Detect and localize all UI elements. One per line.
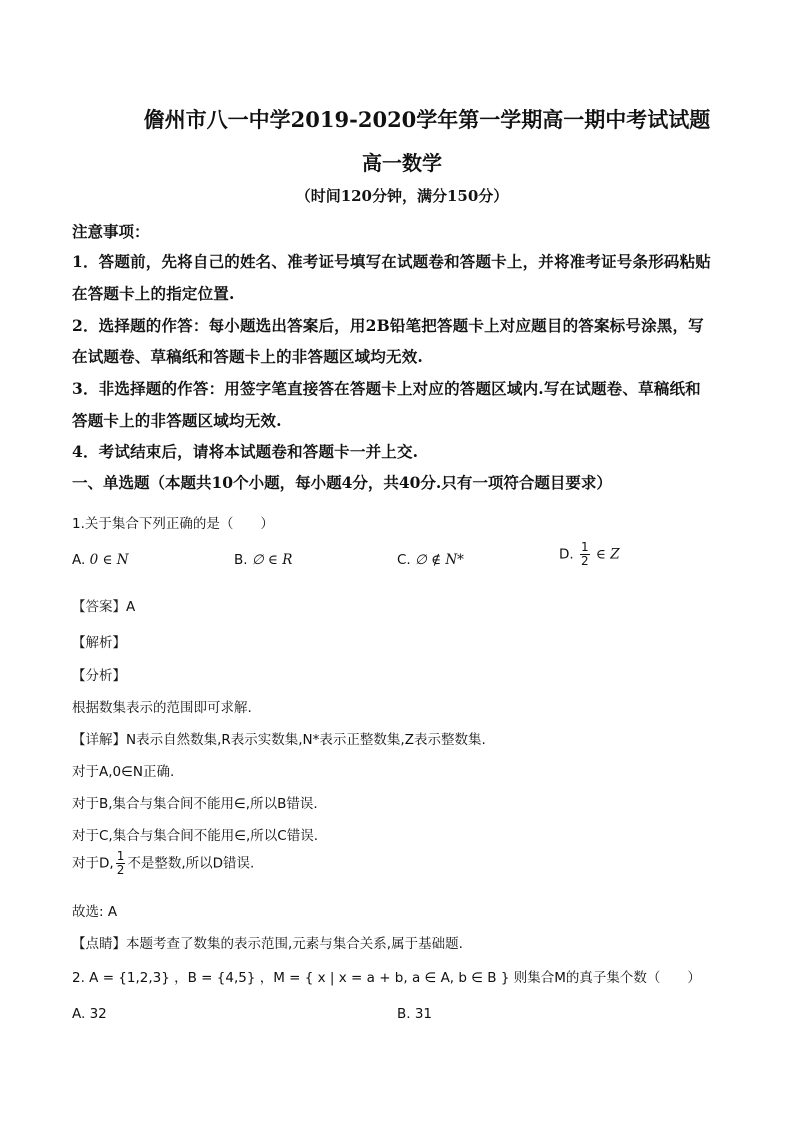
detail-d-post: 不是整数,所以D错误. <box>127 855 255 872</box>
option-c-math: ∅ ∉ N* <box>415 552 464 568</box>
option-d-fraction <box>580 541 590 568</box>
note-line: 4．考试结束后，请将本试题卷和答题卡一并上交. <box>72 442 419 461</box>
option-d-label: D. <box>559 546 574 563</box>
answer-line <box>72 595 135 615</box>
note-line: 答题卡上的非答题区域均无效. <box>72 411 282 430</box>
detail-d-fraction <box>116 850 126 877</box>
option-d <box>559 541 620 568</box>
option-b-label: B. <box>234 552 248 568</box>
dianjing-text: 本题考查了数集的表示范围,元素与集合关系,属于基础题. <box>126 936 463 952</box>
section-heading: 一、单选题（本题共10个小题，每小题4分，共40分.只有一项符合题目要求） <box>72 473 612 492</box>
detail-tag: 【详解】 <box>72 732 126 748</box>
dianjing-tag: 【点睛】 <box>72 936 126 952</box>
time-info: （时间120分钟，满分150分） <box>295 187 509 205</box>
option-d-math: ∈ Z <box>595 546 620 563</box>
detail-a: 对于A,0∈N正确. <box>72 764 175 780</box>
option-b <box>234 552 292 568</box>
fraction-denominator: 2 <box>580 554 589 568</box>
fraction-numerator: 1 <box>580 540 589 554</box>
note-line: 3．非选择题的作答：用签字笔直接答在答题卡上对应的答题区域内.写在试题卷、草稿纸和 <box>72 379 701 398</box>
analysis-tag: 【解析】 <box>72 635 126 651</box>
option-c-label: C. <box>397 552 411 568</box>
question-1-stem: 1.关于集合下列正确的是（ ） <box>72 516 274 532</box>
option-a-math: 0 ∈ N <box>89 552 129 568</box>
fraction-denominator: 2 <box>116 863 125 877</box>
q2-option-a: A. 32 <box>72 1006 107 1022</box>
exam-title: 儋州市八一中学2019-2020学年第一学期高一期中考试试题 <box>143 107 711 132</box>
choose-line: 故选: A <box>72 904 118 920</box>
fenxi-tag: 【分析】 <box>72 668 126 684</box>
note-line: 2．选择题的作答：每小题选出答案后，用2B铅笔把答题卡上对应题目的答案标号涂黑，写 <box>72 316 704 335</box>
q2-option-b: B. 31 <box>397 1006 433 1022</box>
answer-value: A <box>126 599 136 615</box>
detail-text: N表示自然数集,R表示实数集,N*表示正整数集,Z表示整数集. <box>126 732 486 748</box>
detail-line <box>72 728 486 748</box>
detail-c: 对于C,集合与集合间不能用∈,所以C错误. <box>72 828 318 844</box>
dianjing-line <box>72 932 463 952</box>
note-line: 在试题卷、草稿纸和答题卡上的非答题区域均无效. <box>72 347 423 366</box>
question-2-stem: 2. A = {1,2,3} ，B = {4,5} ，M = { x | x = a + b, a ∈ A, b ∈ B } 则集合M的真子集个数（ ） <box>72 970 701 986</box>
fenxi-text: 根据数集表示的范围即可求解. <box>72 700 252 716</box>
answer-tag: 【答案】 <box>72 599 126 615</box>
detail-d <box>72 850 254 877</box>
note-line: 在答题卡上的指定位置. <box>72 284 235 303</box>
option-c <box>397 552 464 568</box>
detail-b: 对于B,集合与集合间不能用∈,所以B错误. <box>72 796 318 812</box>
option-b-math: ∅ ∈ R <box>251 552 293 568</box>
fraction-numerator: 1 <box>116 849 125 863</box>
subject-title: 高一数学 <box>362 151 442 175</box>
option-a <box>72 552 129 568</box>
notes-heading: 注意事项： <box>72 222 150 241</box>
detail-d-pre: 对于D, <box>72 855 114 872</box>
option-a-label: A. <box>72 552 86 568</box>
note-line: 1．答题前，先将自己的姓名、准考证号填写在试题卷和答题卡上，并将准考证号条形码粘贴 <box>72 252 711 271</box>
